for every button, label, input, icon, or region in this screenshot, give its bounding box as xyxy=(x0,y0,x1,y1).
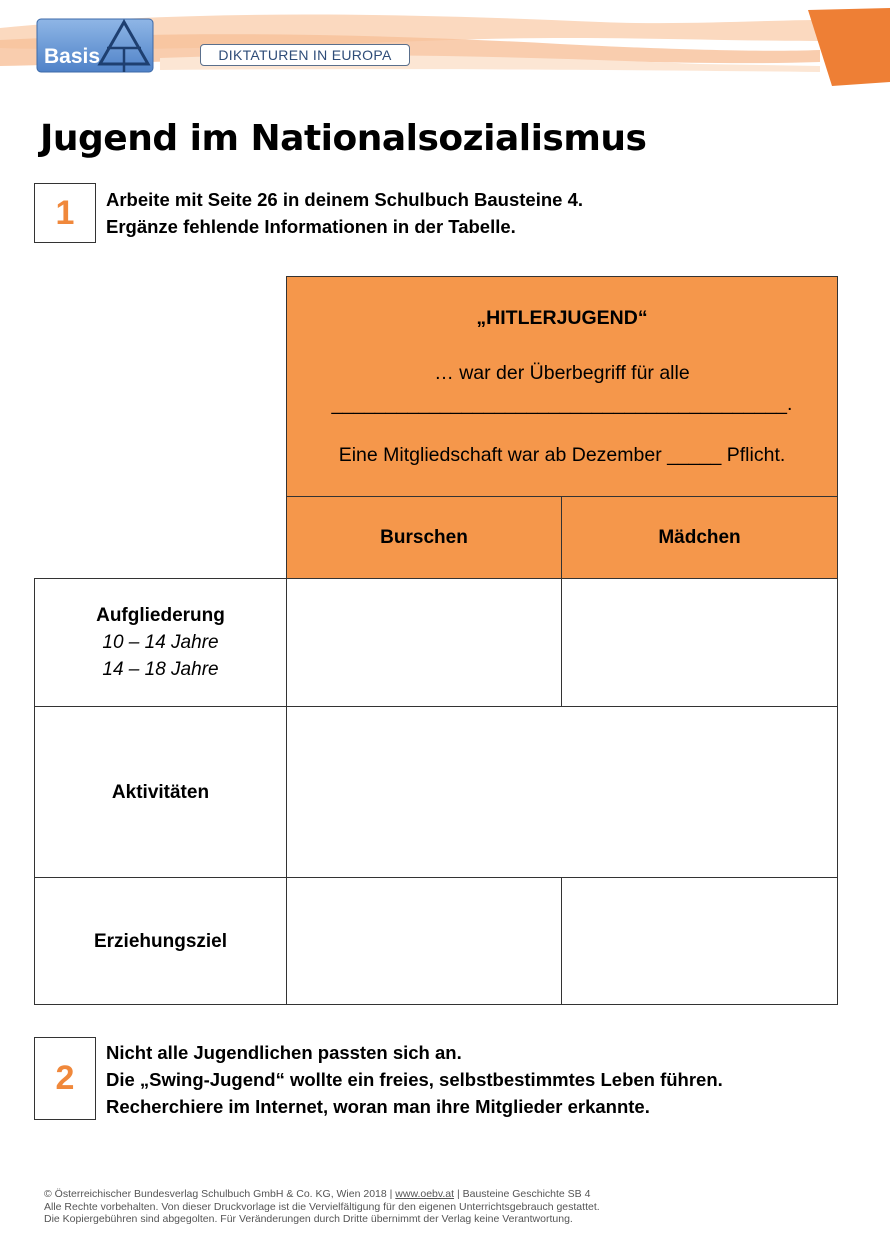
hitlerjugend-header-cell xyxy=(286,276,838,497)
task-2-instructions xyxy=(106,1039,723,1120)
answer-cell-erziehungsziel-burschen[interactable] xyxy=(286,877,562,1005)
footer-rights: Alle Rechte vorbehalten. Von dieser Druckvorlage ist die Vervielfältigung für den eigenen Unterrichtsgebrauch gestattet. xyxy=(44,1200,600,1213)
aufgliederung-label: Aufgliederung xyxy=(96,605,225,626)
row-label-aktivitaeten: Aktivitäten xyxy=(34,706,287,878)
oebv-link[interactable]: www.oebv.at xyxy=(395,1188,455,1200)
hitlerjugend-blank-line[interactable]: __________________________________________. xyxy=(331,393,793,415)
hitlerjugend-line-1: … war der Überbegriff für alle xyxy=(434,362,690,384)
task-number-1: 1 xyxy=(34,183,96,243)
task-1-line-2: Ergänze fehlende Informationen in der Tabelle. xyxy=(106,216,516,237)
answer-cell-aufgliederung-maedchen[interactable] xyxy=(561,578,838,707)
task-number-2: 2 xyxy=(34,1037,96,1120)
column-header-burschen: Burschen xyxy=(286,496,562,579)
answer-cell-erziehungsziel-maedchen[interactable] xyxy=(561,877,838,1005)
hitlerjugend-title: „HITLERJUGEND“ xyxy=(476,307,648,329)
footer-copyright-text: © Österreichischer Bundesverlag Schulbuch GmbH & Co. KG, Wien 2018 | xyxy=(44,1188,396,1200)
task-2-line-1: Nicht alle Jugendlichen passten sich an. xyxy=(106,1042,462,1063)
task-2-line-3: Recherchiere im Internet, woran man ihre Mitglieder erkannte. xyxy=(106,1096,650,1117)
age-range-1: 10 – 14 Jahre xyxy=(102,632,219,653)
svg-text:Basis: Basis xyxy=(44,45,101,68)
row-label-erziehungsziel: Erziehungsziel xyxy=(34,877,287,1005)
column-header-maedchen: Mädchen xyxy=(561,496,838,579)
answer-cell-aufgliederung-burschen[interactable] xyxy=(286,578,562,707)
row-label-aufgliederung xyxy=(34,578,287,707)
answer-cell-aktivitaeten[interactable] xyxy=(286,706,838,878)
footer-disclaimer: Die Kopiergebühren sind abgegolten. Für Veränderungen durch Dritte übernimmt der Verlag keine Verantwortung. xyxy=(44,1213,573,1225)
hitlerjugend-line-3[interactable]: Eine Mitgliedschaft war ab Dezember _____ Pflicht. xyxy=(338,444,786,466)
footer-copyright xyxy=(44,1188,600,1226)
task-1-line-1: Arbeite mit Seite 26 in deinem Schulbuch Bausteine 4. xyxy=(106,189,584,210)
age-range-2: 14 – 18 Jahre xyxy=(102,659,219,680)
series-label: DIKTATUREN IN EUROPA xyxy=(200,44,410,66)
task-1-instructions xyxy=(106,186,583,240)
basis-logo xyxy=(36,18,154,73)
footer-book-title: | Bausteine Geschichte SB 4 xyxy=(454,1188,591,1200)
task-2-line-2: Die „Swing-Jugend“ wollte ein freies, selbstbestimmtes Leben führen. xyxy=(106,1069,723,1090)
page-title: Jugend im Nationalsozialismus xyxy=(40,118,647,159)
